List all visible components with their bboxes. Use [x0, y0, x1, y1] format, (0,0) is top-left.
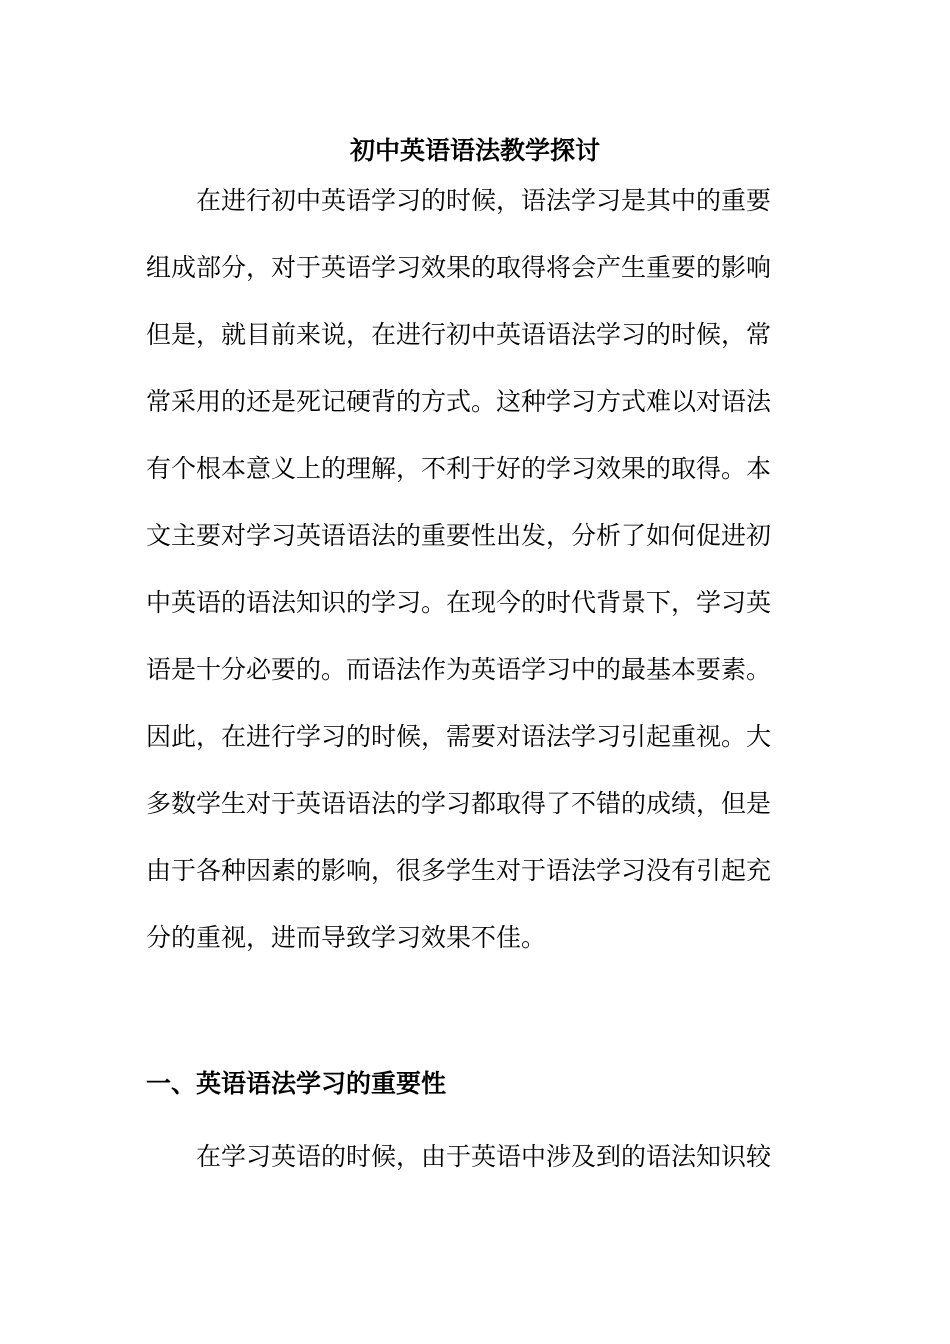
paragraph-line: 在进行初中英语学习的时候，语法学习是其中的重要: [196, 186, 772, 215]
paragraph-line: 有个根本意义上的理解，不利于好的学习效果的取得。本: [146, 454, 772, 483]
paragraph-line: 在学习英语的时候，由于英语中涉及到的语法知识较: [196, 1142, 772, 1171]
paragraph-line: 由于各种因素的影响，很多学生对于语法学习没有引起充: [146, 856, 772, 885]
paragraph-line: 常采用的还是死记硬背的方式。这种学习方式难以对语法: [146, 387, 772, 416]
paragraph-line: 组成部分，对于英语学习效果的取得将会产生重要的影响: [146, 253, 772, 282]
paragraph-line: 但是，就目前来说，在进行初中英语语法学习的时候，常: [146, 320, 772, 349]
paragraph-line: 多数学生对于英语语法的学习都取得了不错的成绩，但是: [146, 789, 772, 818]
section-paragraph: [146, 1123, 806, 1190]
paragraph-line: 文主要对学习英语语法的重要性出发，分析了如何促进初: [146, 521, 772, 550]
paragraph-line: 中英语的语法知识的学习。在现今的时代背景下，学习英: [146, 588, 772, 617]
paragraph-line: 语是十分必要的。而语法作为英语学习中的最基本要素。: [146, 655, 772, 684]
paragraph-line: 因此，在进行学习的时候，需要对语法学习引起重视。大: [146, 722, 772, 751]
section-heading: 一、英语语法学习的重要性: [146, 1069, 447, 1098]
intro-paragraph: [146, 167, 806, 971]
document-title: 初中英语语法教学探讨: [349, 136, 600, 165]
paragraph-line: 分的重视，进而导致学习效果不佳。: [146, 923, 547, 952]
